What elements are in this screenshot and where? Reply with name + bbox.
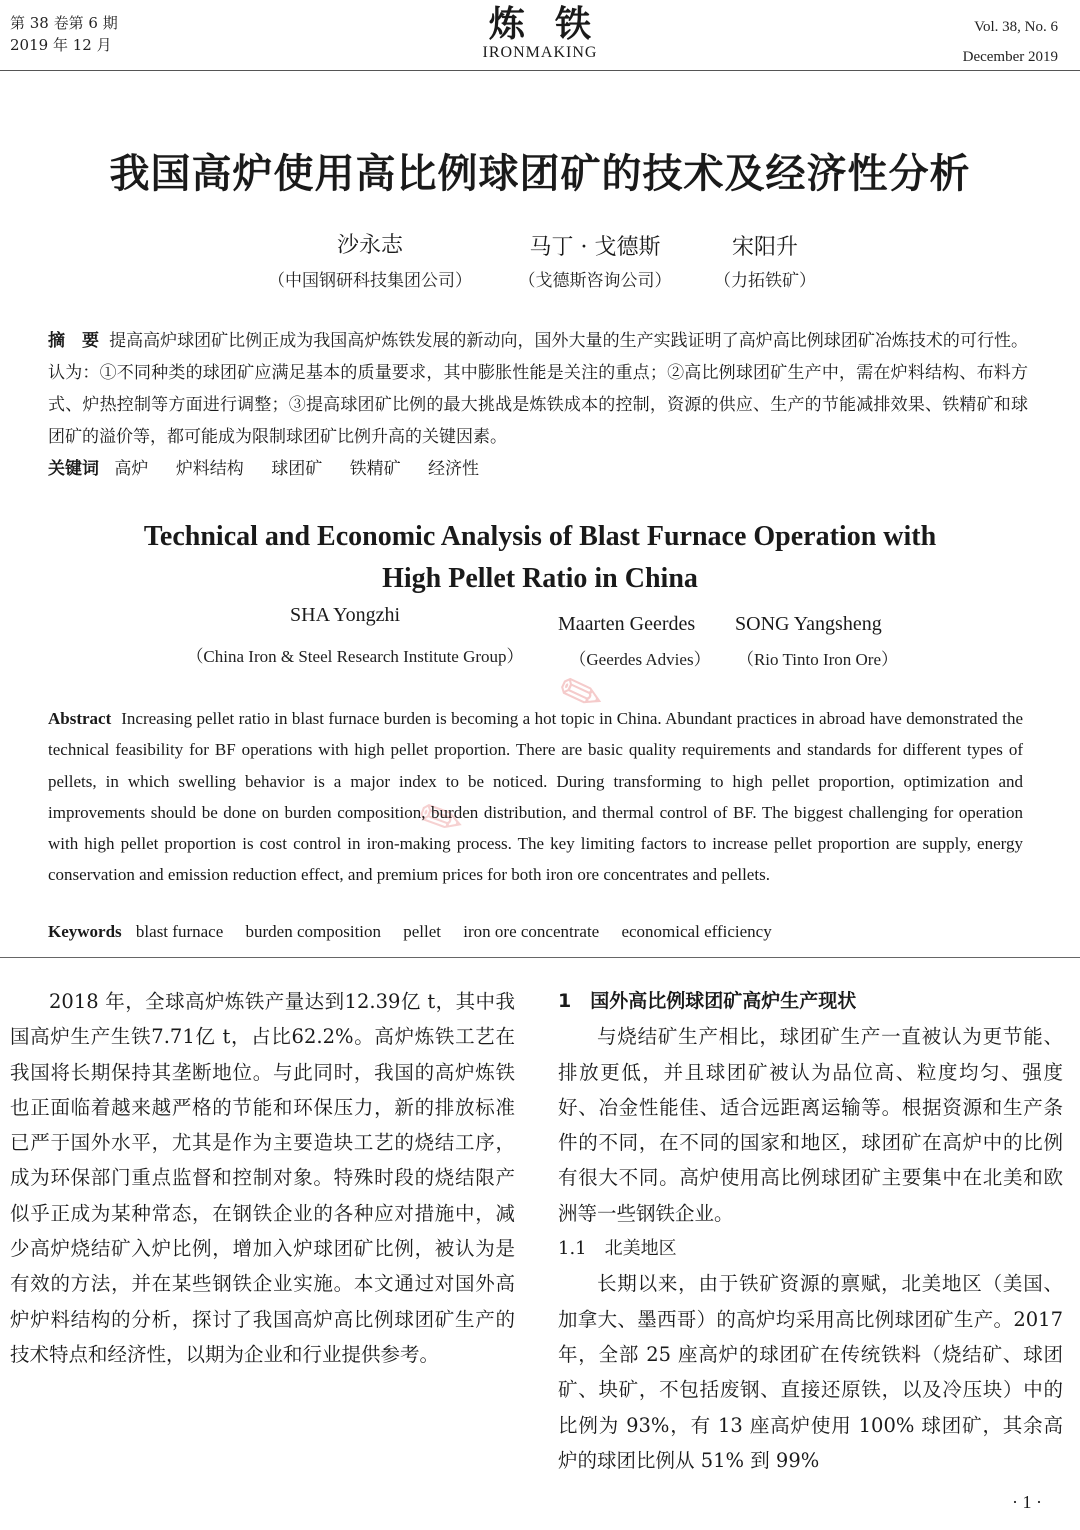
watermark-stamp: ✎ xyxy=(409,783,475,857)
abstract-cn-label: 摘 要 xyxy=(48,331,100,351)
keyword-cn: 球团矿 xyxy=(271,459,323,479)
body-right-column xyxy=(558,984,1063,1478)
keyword-cn: 铁精矿 xyxy=(349,459,401,479)
watermark-stamp: ✎ xyxy=(551,659,613,731)
author-cn-2: 马丁 · 戈德斯 xyxy=(529,235,661,260)
abstract-cn-text: 提高高炉球团矿比例正成为我国高炉炼铁发展的新动向，国外大量的生产实践证明了高炉高比例球团矿冶炼技术的可行性。认为：①不同种类的球团矿应满足基本的质量要求，其中膨胀性能是关注的重点；②高比例球团矿生产中，需在炉料结构、布料方式、炉热控制等方面进行调整；③提高球团矿比例的最大挑战是炼铁成本的控制，资源的供应、生产的节能减排效果、铁精矿和球团矿的溢价等，都可能成为限制球团矿比例升高的关键因素。 xyxy=(48,331,1029,447)
keyword-cn: 经济性 xyxy=(428,459,480,479)
keywords-en xyxy=(48,922,1023,942)
keyword-cn: 炉料结构 xyxy=(175,459,244,479)
keyword-en: pellet xyxy=(403,922,442,941)
author-en-1: SHA Yongzhi xyxy=(290,604,401,626)
abstract-cn xyxy=(48,325,1028,485)
section-rule xyxy=(0,957,1080,958)
title-en-line-1: Technical and Economic Analysis of Blast Furnace Operation with xyxy=(143,521,937,552)
header-rule xyxy=(0,70,1080,71)
header-right xyxy=(963,12,1058,72)
paper-title-cn: 我国高炉使用高比例球团矿的技术及经济性分析 xyxy=(109,150,971,197)
affil-en-2: （Geerdes Advies） xyxy=(569,650,711,669)
journal-masthead xyxy=(0,4,1080,62)
affil-en-3: （Rio Tinto Iron Ore） xyxy=(736,650,899,669)
keyword-en: iron ore concentrate xyxy=(463,922,600,941)
subsection-1-1-paragraph: 长期以来，由于铁矿资源的禀赋，北美地区（美国、加拿大、墨西哥）的高炉均采用高比例球团矿生产。2017 年，全部 25 座高炉的球团矿在传统铁料（烧结矿、球团矿、块矿，不包括废钢、直接还原铁，以及冷压块）中的比例为 93%，有 13 座高炉使用 100% 球团矿，其余高炉的球团比例从 51% 到 99% xyxy=(558,1272,1063,1472)
affil-en-1: （China Iron & Steel Research Institute Group） xyxy=(186,647,524,666)
title-en-line-2: High Pellet Ratio in China xyxy=(382,563,698,594)
section-1-heading: 1 国外高比例球团矿高炉生产现状 xyxy=(558,990,857,1012)
keyword-en: burden composition xyxy=(245,922,382,941)
issue-cn: 第 38 卷第 6 期 xyxy=(10,14,118,32)
body-left-column xyxy=(10,984,515,1372)
affil-cn-1: （中国钢研科技集团公司） xyxy=(268,271,472,291)
affil-cn-3: （力拓铁矿） xyxy=(714,271,816,291)
author-en-2: Maarten Geerdes xyxy=(558,613,696,635)
keyword-en: economical efficiency xyxy=(621,922,772,941)
abstract-en xyxy=(48,703,1023,891)
journal-name-cn: 炼铁 xyxy=(488,3,621,45)
date-en: December 2019 xyxy=(962,49,1058,65)
keywords-cn-label: 关键词 xyxy=(48,459,99,479)
subsection-1-1-heading: 1.1 北美地区 xyxy=(558,1238,677,1260)
affil-cn-2: （戈德斯咨询公司） xyxy=(518,271,672,291)
author-cn-1: 沙永志 xyxy=(336,233,403,258)
abstract-en-label: Abstract xyxy=(48,709,112,728)
abstract-en-text: Increasing pellet ratio in blast furnace burden is becoming a hot topic in China. Abundant practices in abroad have demonstrated the technical feasibility for BF operations with high pellet proportion. There are basic quality requirements and standards for different types of pellets, in which swelling behavior is a major index to be noticed. During transforming to high pellet proportion, optimization and improvements should be done on burden composition, burden distribution, and thermal control of BF. The biggest challenging for operation with high pellet proportion is cost control in iron-making process. The key limiting factors to increase pellet proportion are supply, energy conservation and emission reduction effect, and premium prices for both iron ore concentrates and pellets. xyxy=(48,709,1023,885)
page-number: · 1 · xyxy=(1012,1492,1042,1512)
paper-title-en xyxy=(0,516,1080,600)
keywords-en-label: Keywords xyxy=(48,922,122,941)
date-cn: 2019 年 12 月 xyxy=(10,36,112,54)
issue-en: Vol. 38, No. 6 xyxy=(974,19,1058,35)
author-cn-3: 宋阳升 xyxy=(731,235,798,260)
section-1-paragraph: 与烧结矿生产相比，球团矿生产一直被认为更节能、排放更低，并且球团矿被认为品位高、粒度均匀、强度好、冶金性能佳、适合远距离运输等。根据资源和生产条件的不同，在不同的国家和地区，球团矿在高炉中的比例有很大不同。高炉使用高比例球团矿主要集中在北美和欧洲等一些钢铁企业。 xyxy=(558,1025,1063,1225)
intro-paragraph: 2018 年，全球高炉炼铁产量达到12.39亿 t，其中我国高炉生产生铁7.71亿 t，占比62.2%。高炉炼铁工艺在我国将长期保持其垄断地位。与此同时，我国的高炉炼铁也正面临着越来越严格的节能和环保压力，新的排放标准已严于国外水平，尤其是作为主要造块工艺的烧结工序，成为环保部门重点监督和控制对象。特殊时段的烧结限产似乎正成为某种常态，在钢铁企业的各种应对措施中，减少高炉烧结矿入炉比例，增加入炉球团矿比例，被认为是有效的方法，并在某些钢铁企业实施。本文通过对国外高炉炉料结构的分析，探讨了我国高炉高比例球团矿生产的技术特点和经济性，以期为企业和行业提供参考。 xyxy=(10,990,515,1366)
keyword-en: blast furnace xyxy=(135,922,224,941)
keywords-cn xyxy=(48,453,1028,485)
author-en-3: SONG Yangsheng xyxy=(735,613,882,635)
keyword-cn: 高炉 xyxy=(114,459,149,479)
journal-name-en: IRONMAKING xyxy=(482,44,598,61)
